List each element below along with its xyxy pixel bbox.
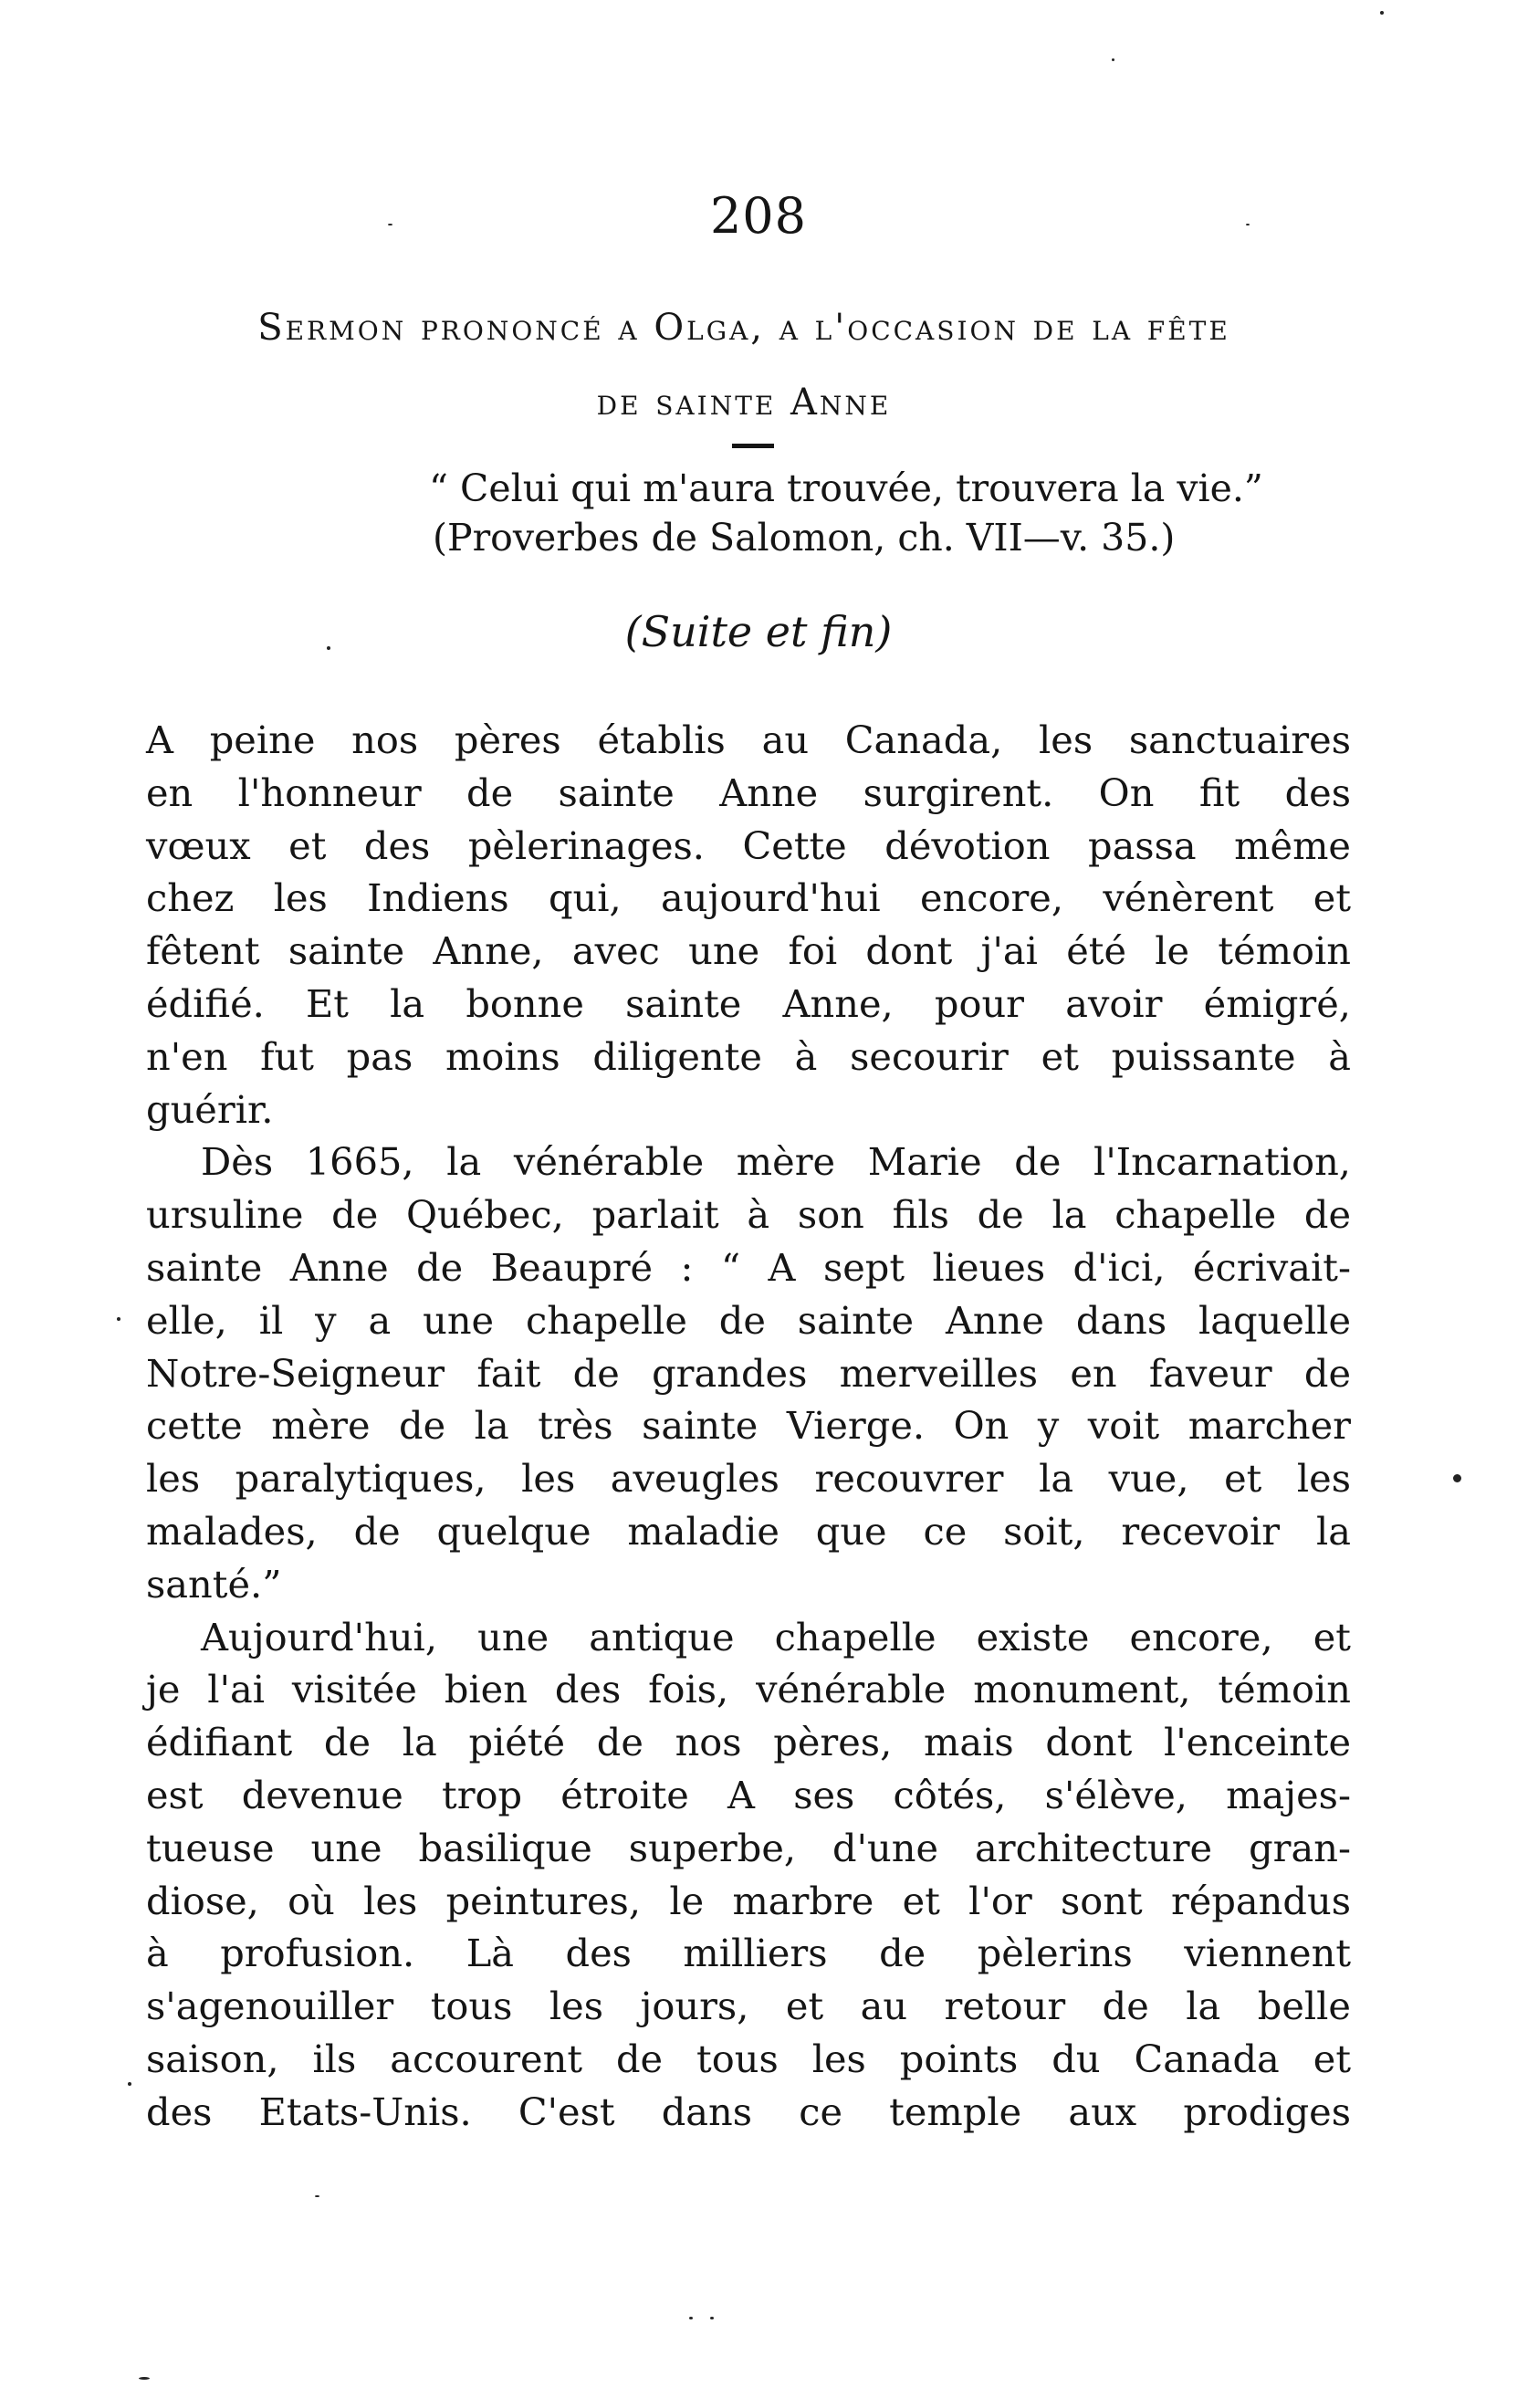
sermon-title xyxy=(128,290,1360,440)
scan-speck xyxy=(128,2082,131,2086)
text-line: ursuline de Québec, parlait à son fils de la chapelle de xyxy=(146,1192,1351,1238)
text-line: édifié. Et la bonne sainte Anne, pour avoir émigré, xyxy=(146,980,1351,1026)
text-line: n'en fut pas moins diligente à secourir et puissante à xyxy=(146,1033,1351,1079)
text-line: sainte Anne de Beaupré : “ A sept lieues d'ici, écrivait- xyxy=(146,1244,1351,1290)
scan-speck xyxy=(117,1317,120,1321)
scan-speck xyxy=(315,2195,319,2197)
text-line: chez les Indiens qui, aujourd'hui encore, vénèrent et xyxy=(146,875,1351,921)
text-line: à profusion. Là des milliers de pèlerins viennent xyxy=(146,1931,1351,1976)
text-line: guérir. xyxy=(146,1086,274,1132)
title-line-2: de sainte Anne xyxy=(596,382,892,424)
text-line: en l'honneur de sainte Anne surgirent. On fit des xyxy=(146,770,1351,815)
text-line: les paralytiques, les aveugles recouvrer la vue, et les xyxy=(146,1456,1351,1502)
scan-speck xyxy=(139,2377,150,2380)
scan-speck xyxy=(689,2317,693,2319)
scan-speck xyxy=(1112,58,1114,61)
text-line: je l'ai visitée bien des fois, vénérable monument, témoin xyxy=(146,1667,1351,1712)
text-line: A peine nos pères établis au Canada, les sanctuaires xyxy=(146,717,1351,762)
body-text xyxy=(146,714,1351,2139)
scan-speck xyxy=(710,2317,714,2319)
text-line: Notre-Seigneur fait de grandes merveilles en faveur de xyxy=(146,1350,1351,1396)
text-line: tueuse une basilique superbe, d'une architecture gran- xyxy=(146,1825,1351,1870)
scan-speck xyxy=(1453,1474,1461,1482)
scan-speck xyxy=(1246,224,1250,225)
scan-speck xyxy=(1380,11,1384,15)
text-line: saison, ils accourent de tous les points du Canada et xyxy=(146,2036,1351,2081)
title-line-1: Sermon prononcé a Olga, a l'occasion de la fête xyxy=(257,307,1230,349)
epigraph xyxy=(429,464,1378,562)
text-line: diose, où les peintures, le marbre et l'or sont répandus xyxy=(146,1878,1351,1923)
text-line: elle, il y a une chapelle de sainte Anne dans laquelle xyxy=(146,1297,1351,1343)
text-line: s'agenouiller tous les jours, et au retour de la belle xyxy=(146,1984,1351,2029)
text-line: édifiant de la piété de nos pères, mais dont l'enceinte xyxy=(146,1720,1351,1765)
epigraph-citation: (Proverbes de Salomon, ch. VII—v. 35.) xyxy=(433,516,1176,560)
scan-speck xyxy=(327,646,330,650)
text-line: vœux et des pèlerinages. Cette dévotion passa même xyxy=(146,822,1351,868)
text-line: santé.” xyxy=(146,1561,282,1607)
text-line: Aujourd'hui, une antique chapelle existe encore, et xyxy=(201,1614,1351,1659)
text-line: malades, de quelque maladie que ce soit, recevoir la xyxy=(146,1508,1351,1554)
page-number: 208 xyxy=(709,187,808,245)
section-subtitle: (Suite et fin) xyxy=(624,607,893,656)
text-line: fêtent sainte Anne, avec une foi dont j'ai été le témoin xyxy=(146,928,1351,974)
epigraph-quote: “ Celui qui m'aura trouvée, trouvera la vie.” xyxy=(429,466,1263,510)
scan-speck xyxy=(388,224,392,225)
text-line: des Etats-Unis. C'est dans ce temple aux prodiges xyxy=(146,2089,1351,2134)
text-line: est devenue trop étroite A ses côtés, s'élève, majes- xyxy=(146,1772,1351,1817)
title-divider xyxy=(732,444,774,448)
text-line: cette mère de la très sainte Vierge. On y voit marcher xyxy=(146,1403,1351,1449)
text-line: Dès 1665, la vénérable mère Marie de l'Incarnation, xyxy=(201,1139,1351,1185)
